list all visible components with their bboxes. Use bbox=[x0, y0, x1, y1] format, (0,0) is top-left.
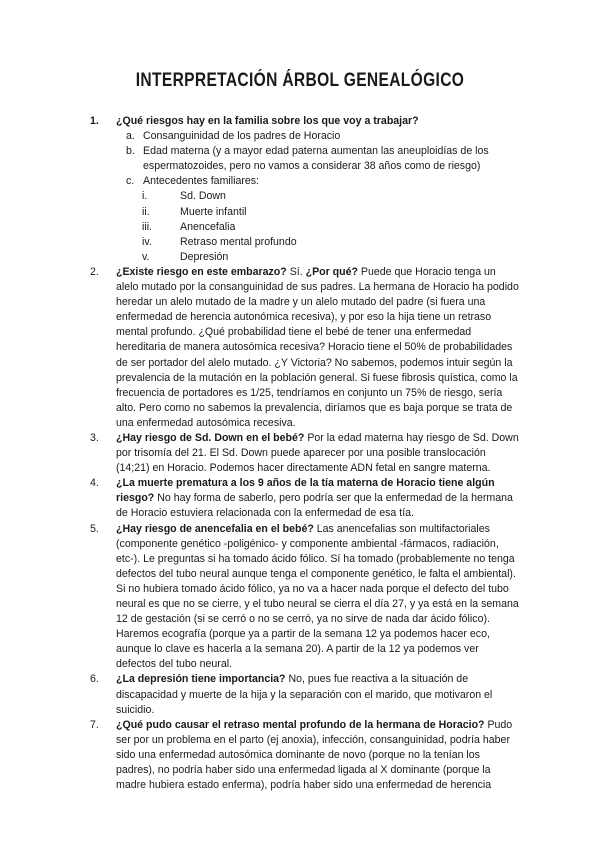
question-text: ¿Existe riesgo en este embarazo? bbox=[116, 265, 287, 278]
question-4 bbox=[88, 476, 520, 521]
list-item bbox=[88, 144, 520, 174]
question-text: ¿Qué pudo causar el retraso mental profundo de la hermana de Horacio? bbox=[116, 718, 485, 731]
sub-list-item bbox=[88, 205, 520, 220]
question-number: 7. bbox=[90, 718, 99, 731]
list-item-text: Retraso mental profundo bbox=[180, 235, 297, 248]
question-number: 3. bbox=[90, 431, 99, 444]
list-marker: ii. bbox=[142, 205, 150, 218]
question-7 bbox=[88, 718, 520, 793]
question-number: 5. bbox=[90, 522, 99, 535]
list-item-text: Anencefalia bbox=[180, 220, 236, 233]
list-item bbox=[88, 129, 520, 144]
sub-list-item bbox=[88, 250, 520, 265]
list-item-text: Depresión bbox=[180, 250, 229, 263]
list-marker: iii. bbox=[142, 220, 153, 233]
sub-list-item bbox=[88, 220, 520, 235]
answer-text: No, pues fue reactiva a la situación de discapacidad y muerte de la hija y la separación con el marido, que motivaron el suicidio. bbox=[116, 673, 493, 716]
answer-text: Pudo ser por un problema en el parto (ej anoxia), infección, consanguinidad, podría haber sido una enfermedad autosómica dominante de novo (porque no la tenían los padres), no podría haber sido una enfermedad ligada al X dominante (porque la madre hubiera estado enferma), podría haber sido una enfermedad de herencia bbox=[116, 718, 513, 792]
list-marker: v. bbox=[142, 250, 150, 263]
question-6 bbox=[88, 672, 520, 717]
question-number: 1. bbox=[90, 115, 99, 127]
list-item-text: Edad materna (y a mayor edad paterna aumentan las aneuploidías de los espermatozoides, pero no vamos a considerar 38 años como de riesgo) bbox=[143, 145, 489, 173]
question-1 bbox=[88, 114, 520, 129]
document-body bbox=[88, 114, 520, 793]
answer-text: No hay forma de saberlo, pero podría ser que la enfermedad de la hermana de Horacio estuviera relacionada con la enfermedad de esa tía. bbox=[116, 492, 513, 520]
sub-list-item bbox=[88, 235, 520, 250]
list-marker: c. bbox=[126, 175, 135, 188]
question-text: ¿Por qué? bbox=[305, 265, 358, 278]
list-item-text: Consanguinidad de los padres de Horacio bbox=[143, 130, 341, 143]
list-marker: b. bbox=[126, 145, 135, 158]
question-number: 6. bbox=[90, 673, 99, 686]
document-title: INTERPRETACIÓN ÁRBOL GENEALÓGICO bbox=[135, 70, 465, 91]
answer-text: Por la edad materna hay riesgo de Sd. Down por trisomía del 21. El Sd. Down puede aparecer por una posible translocación (14;21) en Horacio. Podemos hacer directamente ADN fetal en sangre materna. bbox=[116, 431, 519, 475]
question-text: ¿La depresión tiene importancia? bbox=[116, 673, 286, 686]
list-marker: iv. bbox=[142, 235, 152, 248]
question-text: ¿Hay riesgo de Sd. Down en el bebé? bbox=[116, 431, 305, 444]
answer-text: Las anencefalias son multifactoriales (componente genético -poligénico- y componente ambiental -fármacos, radiación, etc-). Le preguntas si ha tomado ácido fólico. Sí ha tomado (probablemente no tenga defectos del tubo neural aunque tenga el componente genético, le falta el ambiental). Si no hubiera tomado ácido fólico, ya no va a hacer nada porque el defecto del tubo neural es que no se cierre, y el tubo neural se cierra el día 27, y ya está en la semana 12 de gestación (si se cerró o no se cerró, ya no sirve de nada dar ácido fólico). Haremos ecografía (porque ya a partir de la semana 12 ya podemos hacer eco, aunque lo clave es hacerla a la semana 20). A partir de la 12 ya podemos ver defectos del tubo neural. bbox=[116, 522, 519, 671]
list-item-text: Muerte infantil bbox=[180, 205, 247, 218]
list-item-text: Sd. Down bbox=[180, 190, 226, 203]
question-5 bbox=[88, 522, 520, 673]
sub-list-item bbox=[88, 189, 520, 204]
question-number: 2. bbox=[90, 265, 99, 278]
list-item bbox=[88, 174, 520, 189]
question-number: 4. bbox=[90, 477, 99, 490]
question-text: ¿Hay riesgo de anencefalia en el bebé? bbox=[116, 522, 314, 535]
question-text: ¿La muerte prematura a los 9 años de la tía materna de Horacio tiene algún riesgo? bbox=[116, 477, 495, 505]
list-marker: a. bbox=[126, 130, 135, 143]
question-3 bbox=[88, 431, 520, 476]
list-item-text: Antecedentes familiares: bbox=[143, 175, 260, 188]
question-2 bbox=[88, 265, 520, 431]
list-marker: i. bbox=[142, 190, 148, 203]
answer-text: Sí. bbox=[286, 265, 306, 278]
answer-text: Puede que Horacio tenga un alelo mutado por la consanguinidad de sus padres. La hermana de Horacio ha podido heredar un alelo mutado de la madre y un alelo mutado del padre (si fuera una enfermedad de herencia autonómica recesiva), y por eso la hija tiene un retraso mental profundo. ¿Qué probabilidad tiene el bebé de tener una enfermedad hereditaria de manera autosómica recesiva? Horacio tiene el 50% de probabilidades de ser portador del alelo mutado. ¿Y Victoria? No sabemos, podemos intuir según la prevalencia de la mutación en la población general. Si fuese fibrosis quística, como la frecuencia de portadores es 1/25, tendríamos en conjunto un 75% de riesgo, sería alto. Pero como no sabemos la prevalencia, diríamos que es baja porque se trata de una enfermedad autosómica recesiva. bbox=[116, 265, 519, 429]
question-text: ¿Qué riesgos hay en la familia sobre los que voy a trabajar? bbox=[116, 115, 419, 127]
